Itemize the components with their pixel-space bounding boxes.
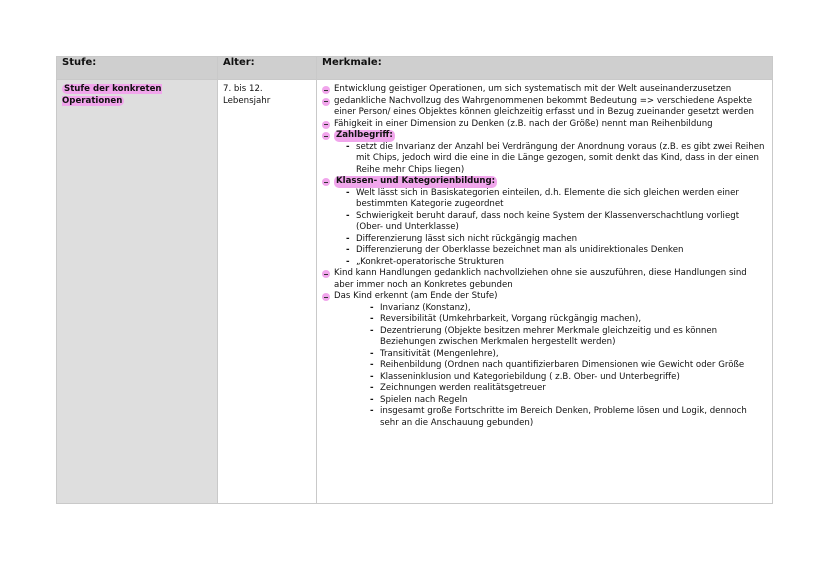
list-item: - „Konkret-operatorische Strukturen [346, 257, 767, 269]
list-item: - Welt lässt sich in Basiskategorien einteilen, d.h. Elemente die sich gleichen werden einer bestimmten Kategorie zugeordnet [346, 188, 767, 211]
header-row [57, 57, 773, 80]
outro-list [322, 268, 767, 303]
list-item: Entwicklung geistiger Operationen, um sich systematisch mit der Welt auseinanderzusetzen [322, 84, 767, 96]
klassen-section [322, 176, 767, 188]
intro-list [322, 84, 767, 130]
zahlbegriff-list [322, 142, 767, 177]
recognizes-list [322, 303, 767, 430]
list-item: gedankliche Nachvollzug des Wahrgenommenen bekommt Bedeutung => verschiedene Aspekte einer Person/ eines Objektes können gleichzeitig erfasst und in Bezug zueinander gesetzt werden [322, 96, 767, 119]
features-cell [317, 80, 773, 504]
klassen-heading [322, 176, 767, 188]
list-item: - Differenzierung lässt sich nicht rückgängig machen [346, 234, 767, 246]
header-features: Merkmale: [317, 57, 773, 80]
development-stages-table [56, 56, 773, 504]
header-age: Alter: [218, 57, 317, 80]
list-item: - Dezentrierung (Objekte besitzen mehrer Merkmale gleichzeitig und es können Beziehungen zwischen Merkmalen hergestellt werden) [370, 326, 767, 349]
zahlbegriff-section [322, 130, 767, 142]
list-item: - Transitivität (Mengenlehre), [370, 349, 767, 361]
stage-cell [57, 80, 218, 504]
list-item: - Schwierigkeit beruht darauf, dass noch keine System der Klassenverschachtlung vorliegt (Ober- und Unterklasse) [346, 211, 767, 234]
klassen-list [322, 188, 767, 269]
zahlbegriff-heading [322, 130, 767, 142]
list-item: Fähigkeit in einer Dimension zu Denken (z.B. nach der Größe) nennt man Reihenbildung [322, 119, 767, 131]
list-item: - Zeichnungen werden realitätsgetreuer [370, 383, 767, 395]
list-item: - Spielen nach Regeln [370, 395, 767, 407]
zahlbegriff-title: Zahlbegriff: [336, 130, 393, 140]
list-item: - setzt die Invarianz der Anzahl bei Verdrängung der Anordnung voraus (z.B. es gibt zwei Reihen mit Chips, jedoch wird die eine in die Länge gezogen, somit denkt das Kind, dass in der einen Reihe mehr Chips liegen) [346, 142, 767, 177]
list-item: - Reversibilität (Umkehrbarkeit, Vorgang rückgängig machen), [370, 314, 767, 326]
list-item: Kind kann Handlungen gedanklich nachvollziehen ohne sie auszuführen, diese Handlungen sind aber immer noch an Konkretes gebunden [322, 268, 767, 291]
list-item: - Reihenbildung (Ordnen nach quantifizierbaren Dimensionen wie Gewicht oder Größe [370, 360, 767, 372]
table-row [57, 80, 773, 504]
list-item: Das Kind erkennt (am Ende der Stufe) [322, 291, 767, 303]
list-item: - insgesamt große Fortschritte im Bereich Denken, Probleme lösen und Logik, dennoch sehr an die Anschauung gebunden) [370, 406, 767, 429]
klassen-title: Klassen- und Kategorienbildung: [336, 176, 496, 186]
stage-name: Stufe der konkreten Operationen [62, 84, 162, 106]
age-cell: 7. bis 12. Lebensjahr [218, 80, 317, 504]
header-stage: Stufe: [57, 57, 218, 80]
list-item: - Invarianz (Konstanz), [370, 303, 767, 315]
list-item: - Klasseninklusion und Kategoriebildung ( z.B. Ober- und Unterbegriffe) [370, 372, 767, 384]
list-item: - Differenzierung der Oberklasse bezeichnet man als unidirektionales Denken [346, 245, 767, 257]
